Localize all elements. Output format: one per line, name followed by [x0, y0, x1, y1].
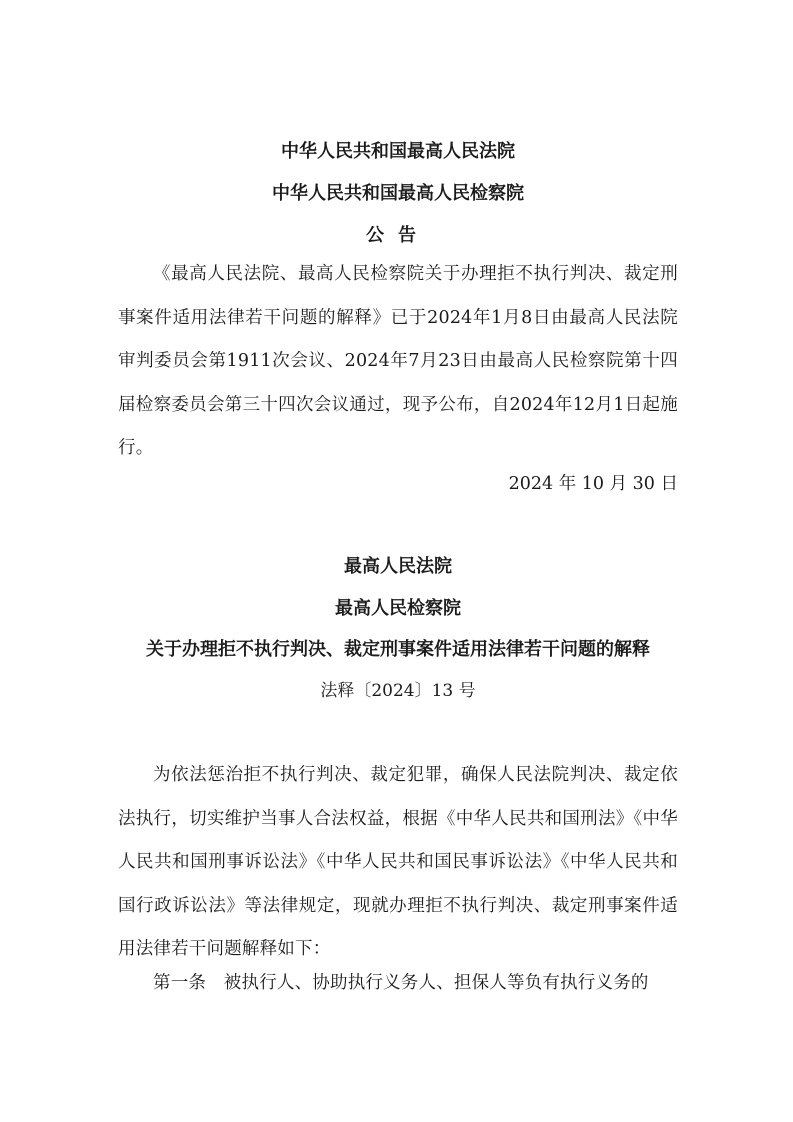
notice-issuer-procuratorate: 中华人民共和国最高人民检察院 [272, 183, 524, 204]
interpretation-title: 关于办理拒不执行判决、裁定刑事案件适用法律若干问题的解释 [146, 639, 650, 660]
notice-body: 《最高人民法院、最高人民检察院关于办理拒不执行判决、裁定刑事案件适用法律若干问题的解释》已于2024年1月8日由最高人民法院审判委员会第1911次会议、2024年7月23日由最高人民检察院第十四届检察委员会第三十四次会议通过，现予公布，自2024年12月1日起施行。 [118, 264, 678, 458]
article-1-paragraph: 第一条 被执行人、协助执行义务人、担保人等负有执行义务的 [153, 973, 649, 993]
notice-issuer-court: 中华人民共和国最高人民法院 [281, 141, 515, 162]
preamble-paragraph: 为依法惩治拒不执行判决、裁定犯罪，确保人民法院判决、裁定依法执行，切实维护当事人合法权益，根据《中华人民共和国刑法》《中华人民共和国刑事诉讼法》《中华人民共和国民事诉讼法》《中华人民共和国行政诉讼法》等法律规定，现就办理拒不执行判决、裁定刑事案件适用法律若干问题解释如下： [118, 765, 678, 959]
interpretation-issuer-procuratorate: 最高人民检察院 [335, 598, 461, 619]
document-number: 法释〔2024〕13 号 [320, 681, 476, 701]
notice-heading: 公告 [366, 225, 430, 246]
interpretation-issuer-court: 最高人民法院 [344, 556, 452, 577]
notice-date: 2024 年 10 月 30 日 [508, 474, 678, 494]
